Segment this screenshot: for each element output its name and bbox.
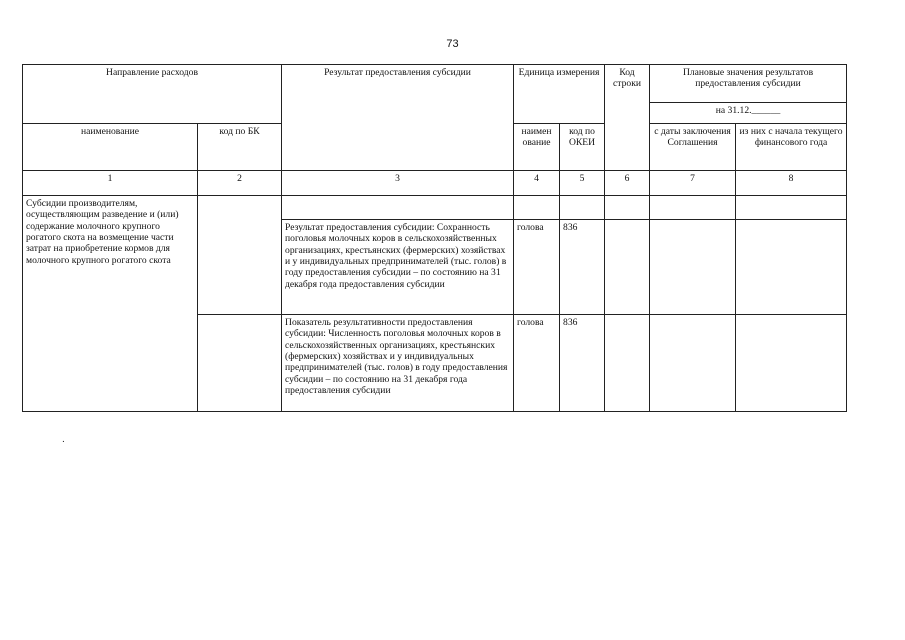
header-from-agreement-date: с даты заключения Соглашения [650, 124, 736, 171]
empty-cell [282, 196, 514, 220]
page-number: 73 [446, 38, 459, 50]
bk-code-cell [198, 315, 282, 412]
line-code-cell [605, 220, 650, 315]
column-number: 6 [605, 171, 650, 196]
header-unit-name: наимен ование [514, 124, 560, 171]
okei-code-cell: 836 [560, 315, 605, 412]
empty-cell [736, 196, 847, 220]
empty-cell [605, 196, 650, 220]
unit-name-cell: голова [514, 220, 560, 315]
column-number: 5 [560, 171, 605, 196]
header-direction: Направление расходов [23, 65, 282, 124]
column-number: 2 [198, 171, 282, 196]
indicator-cell: Показатель результативности предоставления субсидии: Численность поголовья молочных коров в сельскохозяйственных организациях, крестьянских (фермерских) хозяйствах и у индивидуальных предпринимателей (тыс. голов) в году предоставления субсидии – по состоянию на 31 декабря года предоставления субсидии [282, 315, 514, 412]
planned-from-year-start-cell [736, 220, 847, 315]
okei-code-cell: 836 [560, 220, 605, 315]
footer-mark: . [62, 434, 65, 445]
header-line-code: Код строки [605, 65, 650, 171]
header-from-year-start: из них с начала текущего финансового года [736, 124, 847, 171]
result-cell: Результат предоставления субсидии: Сохранность поголовья молочных коров в сельскохозяйственных организациях, крестьянских (фермерских) хозяйствах и у индивидуальных предпринимателей (тыс. голов) в году предоставления субсидии – по состоянию на 31 декабря года предоставления субсидии [282, 220, 514, 315]
direction-name-cell: Субсидии производителям, осуществляющим разведение и (или) содержание молочного крупного рогатого скота на возмещение части затрат на приобретение кормов для молочного крупного рогатого скота [23, 196, 198, 412]
line-code-cell [605, 315, 650, 412]
planned-from-year-start-cell [736, 315, 847, 412]
subsidy-results-table [22, 64, 847, 412]
header-unit: Единица измерения [514, 65, 605, 124]
table-row [23, 196, 847, 220]
column-number: 8 [736, 171, 847, 196]
empty-cell [650, 196, 736, 220]
empty-cell [514, 196, 560, 220]
column-number: 7 [650, 171, 736, 196]
bk-code-cell [198, 196, 282, 315]
header-okei-code: код по ОКЕИ [560, 124, 605, 171]
column-number-row [23, 171, 847, 196]
header-bk-code: код по БК [198, 124, 282, 171]
header-as-of-date: на 31.12.______ [650, 103, 847, 124]
planned-from-date-cell [650, 315, 736, 412]
header-result: Результат предоставления субсидии [282, 65, 514, 171]
header-planned-values: Плановые значения результатов предоставления субсидии [650, 65, 847, 103]
empty-cell [560, 196, 605, 220]
header-name: наименование [23, 124, 198, 171]
unit-name-cell: голова [514, 315, 560, 412]
column-number: 3 [282, 171, 514, 196]
column-number: 1 [23, 171, 198, 196]
column-number: 4 [514, 171, 560, 196]
planned-from-date-cell [650, 220, 736, 315]
